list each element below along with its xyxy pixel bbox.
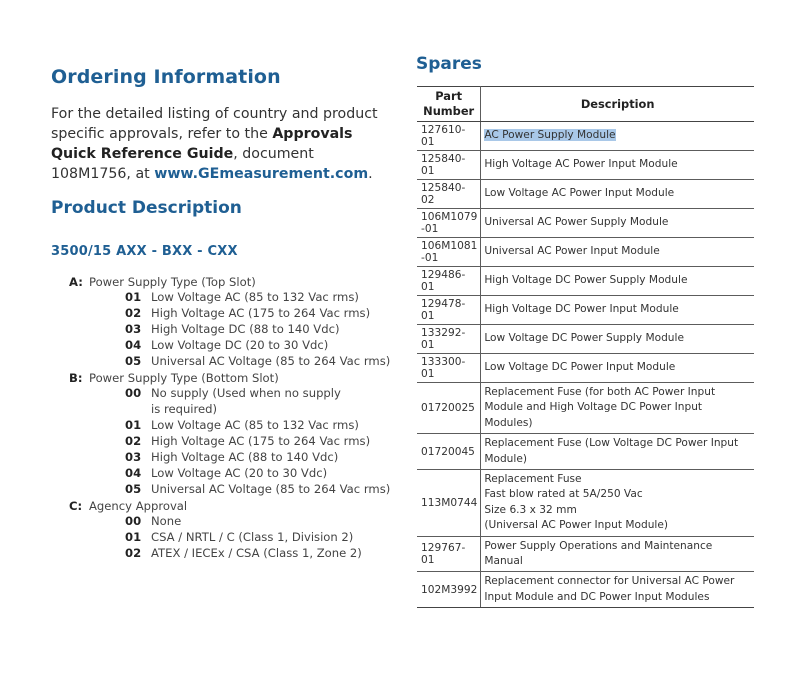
ordering-intro <box>51 104 396 184</box>
description: High Voltage DC Power Input Module <box>481 296 754 325</box>
intro-text: For the detailed listing of country and product specific approvals, refer to the <box>51 106 378 142</box>
part-number-header: Part Number <box>417 87 481 122</box>
part-number: 133300-01 <box>417 354 481 383</box>
description: Universal AC Power Supply Module <box>481 209 754 238</box>
part-number: 113M0744 <box>417 470 481 537</box>
table-row <box>417 383 754 434</box>
table-header-row <box>417 87 754 122</box>
option-code: 04 <box>125 465 142 480</box>
option-item <box>69 434 399 450</box>
table-row <box>417 238 754 267</box>
description: Replacement Fuse (Low Voltage DC Power Input Module) <box>481 434 754 470</box>
part-number: 125840-02 <box>417 180 481 209</box>
option-item <box>69 466 399 482</box>
table-row <box>417 267 754 296</box>
group-title: Agency Approval <box>89 498 188 513</box>
group-letter: A: <box>69 275 83 289</box>
option-code: 02 <box>125 545 142 560</box>
table-row <box>417 209 754 238</box>
option-item <box>69 290 399 306</box>
spares-table <box>417 86 754 608</box>
part-number: 129478-01 <box>417 296 481 325</box>
part-number: 127610-01 <box>417 122 481 151</box>
option-item <box>69 546 399 562</box>
group-title: Power Supply Type (Top Slot) <box>89 275 256 289</box>
option-code: 05 <box>125 481 142 496</box>
part-number: 125840-01 <box>417 151 481 180</box>
option-item <box>69 450 399 466</box>
part-number: 129486-01 <box>417 267 481 296</box>
description: Universal AC Power Input Module <box>481 238 754 267</box>
option-code: 01 <box>125 290 142 304</box>
group-letter: B: <box>69 371 83 385</box>
option-code: 01 <box>125 529 142 544</box>
option-text: None <box>151 513 182 528</box>
description <box>481 122 754 151</box>
option-text: Universal AC Voltage (85 to 264 Vac rms) <box>151 481 391 496</box>
option-text: ATEX / IECEx / CSA (Class 1, Zone 2) <box>151 545 362 560</box>
option-item <box>69 386 399 418</box>
option-text: High Voltage AC (88 to 140 Vdc) <box>151 449 339 464</box>
option-code: 03 <box>125 449 142 464</box>
option-item <box>69 338 399 354</box>
option-code: 05 <box>125 354 142 368</box>
option-text: CSA / NRTL / C (Class 1, Division 2) <box>151 529 354 544</box>
spares-heading: Spares <box>416 54 482 74</box>
option-text: High Voltage DC (88 to 140 Vdc) <box>151 322 340 336</box>
product-description-heading: Product Description <box>51 198 242 218</box>
model-code: 3500/15 AXX - BXX - CXX <box>51 244 238 259</box>
table-row <box>417 536 754 572</box>
part-number: 106M1079-01 <box>417 209 481 238</box>
option-code: 04 <box>125 338 142 352</box>
ordering-section <box>51 62 396 259</box>
group-title: Power Supply Type (Bottom Slot) <box>89 371 279 385</box>
option-code: 03 <box>125 322 142 336</box>
table-row <box>417 180 754 209</box>
table-row <box>417 296 754 325</box>
description: Power Supply Operations and Maintenance Manual <box>481 536 754 572</box>
description: Low Voltage DC Power Input Module <box>481 354 754 383</box>
option-item <box>69 482 399 498</box>
intro-text-end: . <box>368 166 373 182</box>
description: Low Voltage DC Power Supply Module <box>481 325 754 354</box>
description: High Voltage AC Power Input Module <box>481 151 754 180</box>
table-row <box>417 122 754 151</box>
table-row <box>417 434 754 470</box>
description: High Voltage DC Power Supply Module <box>481 267 754 296</box>
description: Low Voltage AC Power Input Module <box>481 180 754 209</box>
option-text: No supply (Used when no supply is required) <box>151 386 341 416</box>
option-code: 02 <box>125 306 142 320</box>
part-number: 01720045 <box>417 434 481 470</box>
table-row <box>417 151 754 180</box>
part-number: 133292-01 <box>417 325 481 354</box>
option-item <box>69 530 399 546</box>
option-list <box>69 274 399 562</box>
option-item <box>69 354 399 370</box>
part-number: 106M1081-01 <box>417 238 481 267</box>
description: Replacement Fuse Fast blow rated at 5A/250 Vac Size 6.3 x 32 mm (Universal AC Power Input Module) <box>481 470 754 537</box>
description-header: Description <box>481 87 754 122</box>
description: Replacement connector for Universal AC Power Input Module and DC Power Input Modules <box>481 572 754 608</box>
table-row <box>417 325 754 354</box>
option-item <box>69 418 399 434</box>
option-text: High Voltage AC (175 to 264 Vac rms) <box>151 306 371 320</box>
part-number: 129767-01 <box>417 536 481 572</box>
approvals-guide-title: Approvals Quick Reference Guide <box>51 126 353 162</box>
option-code: 01 <box>125 417 142 432</box>
ordering-heading: Ordering Information <box>51 66 281 88</box>
group-letter: C: <box>69 498 83 513</box>
ge-measurement-link[interactable]: www.GEmeasurement.com <box>154 166 369 182</box>
option-item <box>69 322 399 338</box>
table-row <box>417 470 754 537</box>
option-text: Low Voltage AC (85 to 132 Vac rms) <box>151 417 359 432</box>
highlighted-description[interactable]: AC Power Supply Module <box>484 129 616 142</box>
option-code: 02 <box>125 433 142 448</box>
table-row <box>417 354 754 383</box>
option-code: 00 <box>125 513 142 528</box>
part-number: 102M3992 <box>417 572 481 608</box>
option-item <box>69 306 399 322</box>
option-text: Universal AC Voltage (85 to 264 Vac rms) <box>151 354 391 368</box>
option-text: High Voltage AC (175 to 264 Vac rms) <box>151 433 371 448</box>
option-group-a <box>69 274 399 290</box>
intro-text-mid: , document 108M1756, at <box>51 146 314 182</box>
description: Replacement Fuse (for both AC Power Input Module and High Voltage DC Power Input Modules) <box>481 383 754 434</box>
part-number: 01720025 <box>417 383 481 434</box>
option-text: Low Voltage AC (20 to 30 Vdc) <box>151 465 328 480</box>
table-row <box>417 572 754 608</box>
option-text: Low Voltage DC (20 to 30 Vdc) <box>151 338 329 352</box>
option-text: Low Voltage AC (85 to 132 Vac rms) <box>151 290 359 304</box>
option-group-b <box>69 370 399 386</box>
option-item <box>69 514 399 530</box>
option-group-c <box>69 498 399 514</box>
option-code: 00 <box>125 386 142 400</box>
